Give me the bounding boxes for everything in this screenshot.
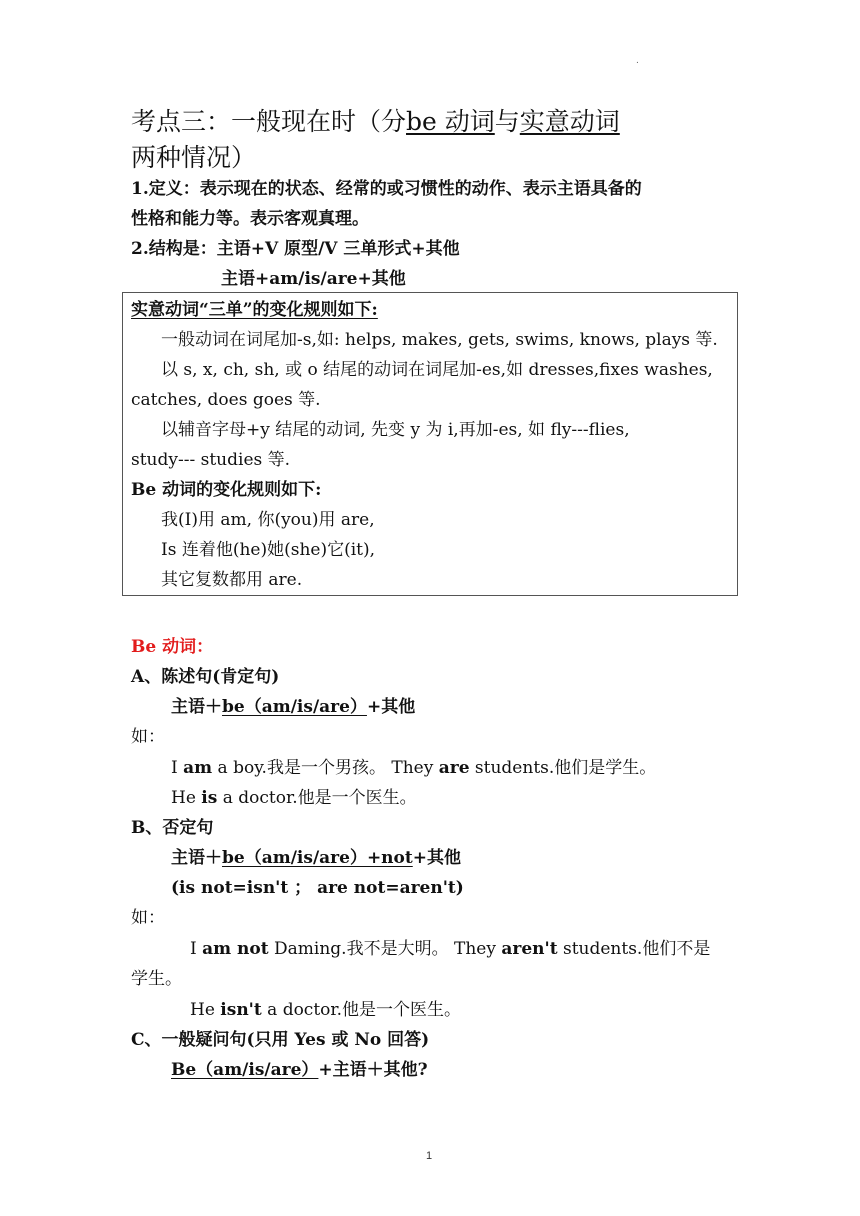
page-number: 1 <box>426 1150 433 1162</box>
rules-heading-verbs: 实意动词“三单”的变化规则如下: <box>131 300 378 320</box>
page-title: 考点三：一般现在时（分be 动词与实意动词两种情况） <box>131 107 620 172</box>
rule-3-line-2: study--- studies 等. <box>131 450 291 470</box>
section-c-title: C、一般疑问句(只用 Yes 或 No 回答) <box>131 1030 430 1050</box>
page-dot: . <box>636 56 639 66</box>
structure-line-2: 主语+am/is/are+其他 <box>221 269 406 289</box>
title-underlined-be: be 动词 <box>406 107 495 136</box>
definition-line-1: 1.定义：表示现在的状态、经常的或习惯性的动作、表示主语具备的 <box>131 179 642 199</box>
rule-1: 一般动词在词尾加-s,如: helps, makes, gets, swims, knows, plays 等. <box>161 330 718 350</box>
title-underlined-verb: 实意动词 <box>519 107 620 136</box>
section-a-example-label: 如： <box>131 727 165 747</box>
be-rule-1: 我(I)用 am, 你(you)用 are, <box>161 510 375 530</box>
be-rule-3: 其它复数都用 are. <box>161 570 303 590</box>
structure-line-1: 2.结构是：主语+V 原型/V 三单形式+其他 <box>131 239 460 259</box>
section-c-structure: Be（am/is/are）+主语＋其他? <box>171 1060 428 1080</box>
rule-3-line-1: 以辅音字母+y 结尾的动词, 先变 y 为 i,再加-es, 如 fly---flies, <box>161 420 630 440</box>
be-rule-2: Is 连着他(he)她(she)它(it), <box>161 540 376 560</box>
section-b-example-1: I am not Daming.我不是大明。 They aren't students.他们不是 <box>190 939 711 959</box>
section-a-example-1: I am a boy.我是一个男孩。 They are students.他们是学生。 <box>171 758 657 778</box>
section-b-title: B、否定句 <box>131 818 214 838</box>
be-section-label: Be 动词： <box>131 637 214 657</box>
section-a-structure: 主语＋be（am/is/are）+其他 <box>171 697 416 717</box>
definition-line-2: 性格和能力等。表示客观真理。 <box>131 209 369 229</box>
section-b-example-2: He isn't a doctor.他是一个医生。 <box>190 1000 462 1020</box>
section-b-note: (is not=isn't ； are not=aren't) <box>171 878 464 898</box>
section-a-example-2: He is a doctor.他是一个医生。 <box>171 788 417 808</box>
rules-box <box>122 292 738 596</box>
section-a-title: A、陈述句(肯定句) <box>131 667 280 687</box>
rule-2-line-1: 以 s, x, ch, sh, 或 o 结尾的动词在词尾加-es,如 dresses,fixes washes, <box>161 360 713 380</box>
rule-2-line-2: catches, does goes 等. <box>131 390 321 410</box>
section-b-example-1-cont: 学生。 <box>131 969 182 989</box>
section-b-structure: 主语＋be（am/is/are）+not+其他 <box>171 848 461 868</box>
rules-heading-be: Be 动词的变化规则如下: <box>131 480 322 500</box>
section-b-example-label: 如： <box>131 908 165 928</box>
